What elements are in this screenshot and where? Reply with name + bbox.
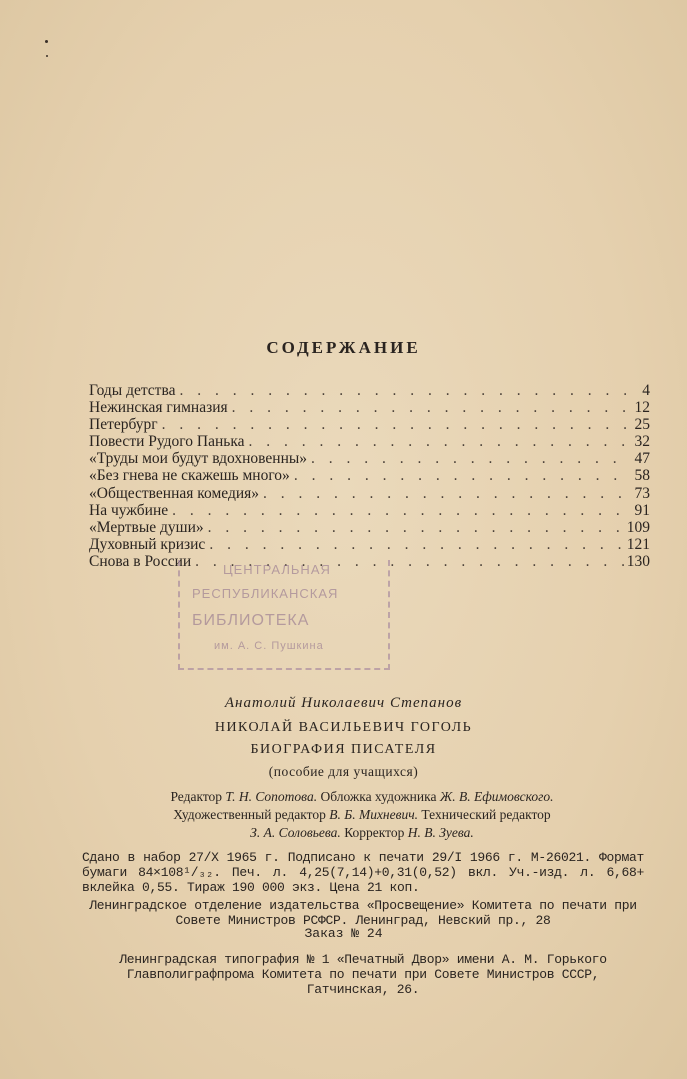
credits-line [82,824,642,842]
credits-line [82,788,642,806]
credit-person: Н. В. Зуева. [407,825,474,840]
credit-role: Редактор [170,789,226,804]
book-subtitle: БИОГРАФИЯ ПИСАТЕЛЯ [250,742,437,757]
toc-item [89,485,650,502]
order-number: Заказ № 24 [304,926,383,941]
leader-dots [259,485,626,502]
table-of-contents [89,382,650,570]
leader-dots [205,536,626,553]
toc-item [89,433,650,450]
leader-dots [158,416,626,433]
leader-dots [245,433,627,450]
toc-item-title: Нежинская гимназия [89,399,228,417]
toc-item-title: Снова в России [89,552,192,570]
toc-item-page: 109 [626,518,650,536]
toc-heading: СОДЕРЖАНИЕ [266,338,421,357]
toc-item-page: 58 [634,467,650,485]
toc-item [89,467,650,484]
stamp-line: РЕСПУБЛИКАНСКАЯ [192,586,339,601]
toc-item-title: «Общественная комедия» [89,484,260,502]
toc-item [89,519,650,536]
credits-line [82,806,642,824]
credit-role: Корректор [340,825,408,840]
credit-role: Обложка художника [317,789,440,804]
toc-item-page: 130 [626,552,650,570]
credit-person: Ж. В. Ефимовского. [439,789,554,804]
toc-item-page: 12 [634,399,650,417]
library-stamp [178,560,390,670]
book-note: (пособие для учащихся) [268,764,419,779]
toc-item-title: Петербург [89,416,158,434]
speck [45,40,48,43]
toc-item [89,450,650,467]
toc-item-page: 121 [626,535,650,553]
leader-dots [168,502,626,519]
print-info: Сдано в набор 27/X 1965 г. Подписано к печати 29/I 1966 г. М-26021. Формат бумаги 84×108¹/₃₂. Печ. л. 4,25(7,14)+0,31(0,52) вкл. Уч.-изд. л. 6,68+ вклейка 0,55. Тираж 190 000 экз. Цена 21 коп. [82,850,644,895]
toc-item-title: «Труды мои будут вдохновенны» [89,450,308,468]
speck [46,55,48,57]
stamp-line: им. А. С. Пушкина [214,640,324,652]
toc-item [89,536,650,553]
printer-info: Ленинградская типография № 1 «Печатный Двор» имени А. М. Горького Главполиграфпрома Комитета по печати при Совете Министров СССР, Гатчинская, 26. [119,952,607,997]
toc-item-page: 4 [642,382,650,399]
author-name: Анатолий Николаевич Степанов [224,695,463,711]
toc-item-page: 25 [634,416,650,434]
toc-item-title: «Мертвые души» [89,518,204,536]
stamp-line: ЦЕНТРАЛЬНАЯ [223,562,331,577]
toc-item-page: 47 [634,450,650,468]
toc-item-title: Духовный кризис [89,535,206,553]
leader-dots [204,519,626,536]
toc-item-title: Повести Рудого Панька [89,433,245,451]
toc-item-page: 91 [634,501,650,519]
book-title: НИКОЛАЙ ВАСИЛЬЕВИЧ ГОГОЛЬ [214,720,473,735]
toc-item [89,382,650,399]
toc-item [89,502,650,519]
toc-item-title: На чужбине [89,501,169,519]
toc-item [89,416,650,433]
toc-item-page: 73 [634,484,650,502]
leader-dots [228,399,626,416]
credit-role: Технический редактор [418,807,551,822]
leader-dots [290,467,626,484]
toc-item-page: 32 [634,433,650,451]
credits [82,788,642,842]
toc-item-title: «Без гнева не скажешь много» [89,467,290,485]
credit-person: В. Б. Михневич. [329,807,419,822]
credit-person: Т. Н. Сопотова. [225,789,318,804]
leader-dots [175,382,626,399]
publisher-info: Ленинградское отделение издательства «Просвещение» Комитета по печати при Совете Министров РСФСР. Ленинград, Невский пр., 28 [89,898,637,928]
credit-role: Художественный редактор [173,807,330,822]
leader-dots [307,450,626,467]
stamp-line: БИБЛИОТЕКА [192,612,310,629]
toc-item [89,399,650,416]
toc-item-title: Годы детства [89,382,176,399]
credit-person: З. А. Соловьева. [250,825,341,840]
